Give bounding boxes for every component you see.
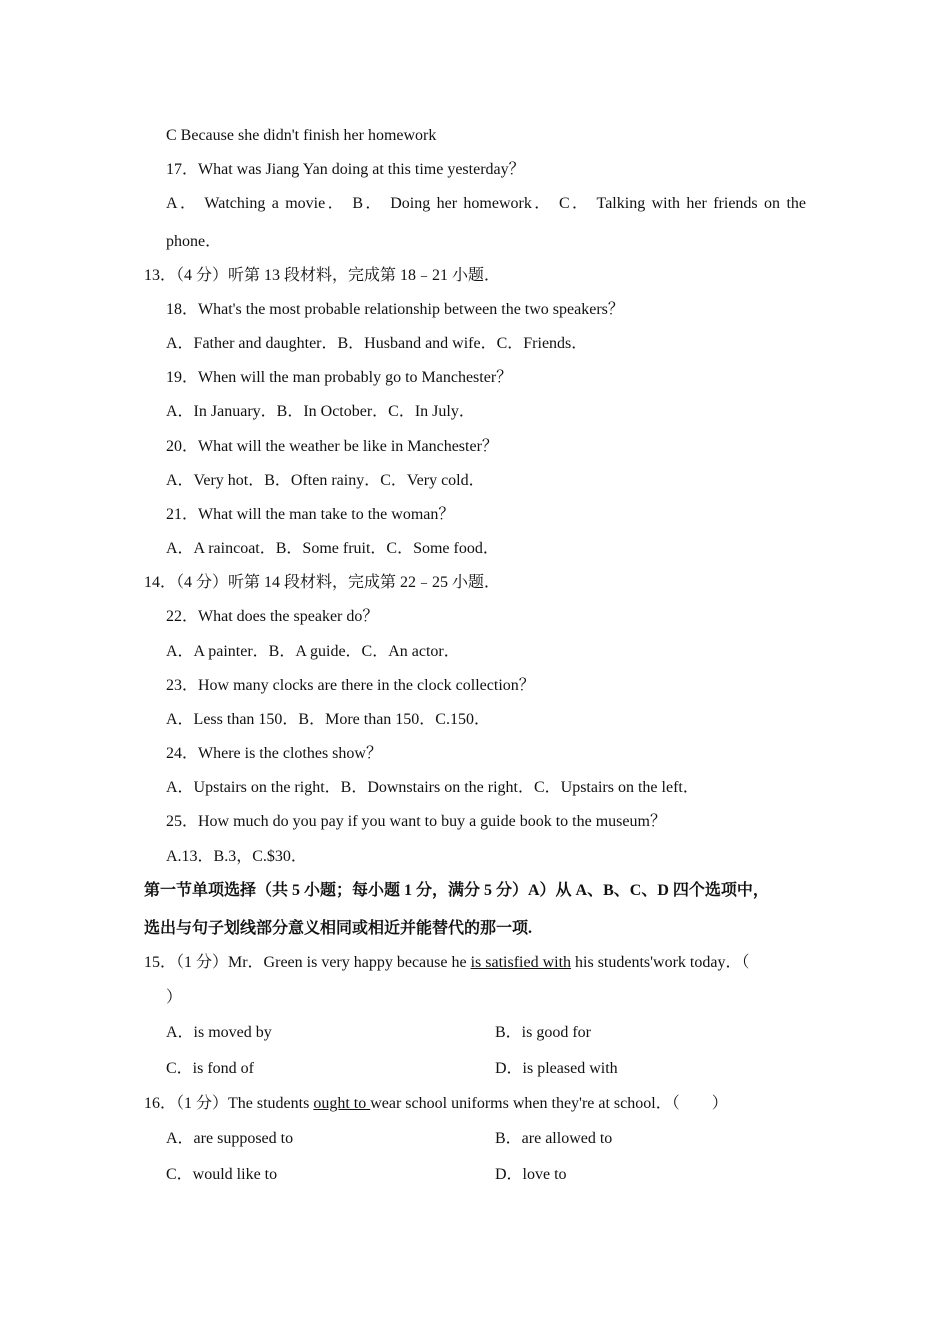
question-14-header: 14．（4 分）听第 14 段材料，完成第 22﹣25 小题． <box>144 574 501 591</box>
question-22-options: A．A painter．B．A guide．C．An actor． <box>166 643 460 660</box>
option-line: C Because she didn't finish her homework <box>166 127 437 144</box>
question-21: 21．What will the man take to the woman？ <box>166 506 455 523</box>
question-18: 18．What's the most probable relationship between the two speakers？ <box>166 301 624 318</box>
question-17-options-cont: phone． <box>166 233 222 250</box>
question-15-prefix: 15．（1 分）Mr．Green is very happy because he <box>144 954 471 971</box>
question-16-underlined: ought to <box>313 1095 371 1112</box>
question-19: 19．When will the man probably go to Manchester？ <box>166 369 513 386</box>
question-21-options: A．A raincoat．B．Some fruit．C．Some food． <box>166 540 499 557</box>
question-25-options: A.13．B.3，C.$30． <box>166 848 307 865</box>
question-16-suffix: wear school uniforms when they're at school．（ ） <box>370 1095 728 1112</box>
question-16 <box>144 1094 728 1114</box>
question-18-options: A．Father and daughter．B．Husband and wife．C．Friends． <box>166 335 588 352</box>
question-17-options: A． Watching a movie． B． Doing her homework． C． Talking with her friends on the <box>166 195 806 212</box>
question-16-option-c: C．would like to <box>166 1166 278 1183</box>
question-22: 22．What does the speaker do？ <box>166 608 379 625</box>
question-16-prefix: 16．（1 分）The students <box>144 1095 314 1112</box>
question-24: 24．Where is the clothes show？ <box>166 745 382 762</box>
question-20-options: A．Very hot．B．Often rainy．C．Very cold． <box>166 472 485 489</box>
section-heading-line-1: 第一节单项选择（共 5 小题；每小题 1 分，满分 5 分）A）从 A、B、C、D 四个选项中， <box>144 882 769 899</box>
question-19-options: A．In January．B．In October．C．In July． <box>166 403 475 420</box>
question-15 <box>144 953 749 973</box>
question-16-option-b: B．are allowed to <box>495 1130 613 1147</box>
question-24-options: A．Upstairs on the right．B．Downstairs on the right．C．Upstairs on the left． <box>166 779 699 796</box>
question-20: 20．What will the weather be like in Manchester？ <box>166 438 498 455</box>
question-17: 17．What was Jiang Yan doing at this time yesterday？ <box>166 161 525 178</box>
question-15-option-a: A．is moved by <box>166 1024 272 1041</box>
question-23: 23．How many clocks are there in the clock collection？ <box>166 677 535 694</box>
question-15-option-d: D．is pleased with <box>495 1060 618 1077</box>
question-23-options: A．Less than 150．B．More than 150．C.150． <box>166 711 490 728</box>
question-13-header: 13．（4 分）听第 13 段材料，完成第 18﹣21 小题． <box>144 267 501 284</box>
question-15-close-paren: ） <box>166 989 183 1006</box>
question-15-option-c: C．is fond of <box>166 1060 255 1077</box>
question-25: 25．How much do you pay if you want to buy a guide book to the museum？ <box>166 813 666 830</box>
question-15-option-b: B．is good for <box>495 1024 592 1041</box>
question-16-option-a: A．are supposed to <box>166 1130 294 1147</box>
section-heading-line-2: 选出与句子划线部分意义相同或相近并能替代的那一项. <box>144 920 533 937</box>
question-15-underlined: is satisfied with <box>470 954 572 971</box>
question-16-option-d: D．love to <box>495 1166 567 1183</box>
question-15-suffix: his students'work today．（ <box>571 954 750 971</box>
